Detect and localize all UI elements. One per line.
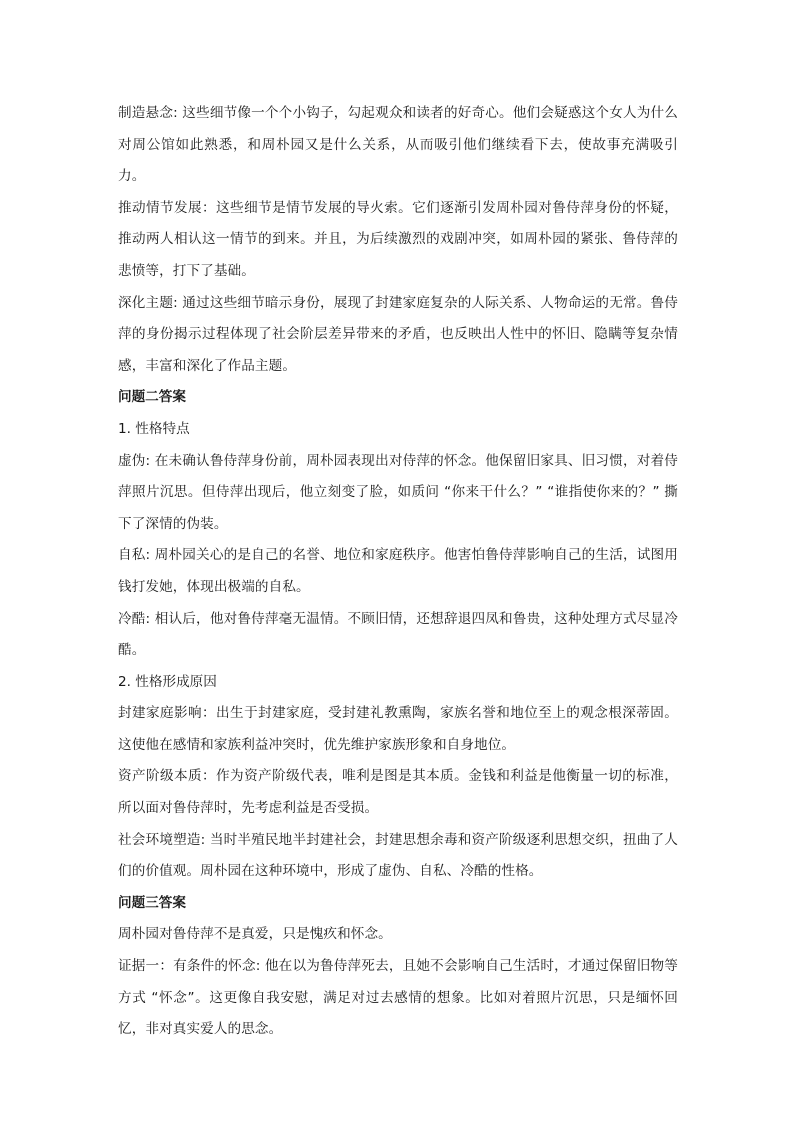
- subheading-character-traits: 1. 性格特点: [118, 420, 190, 437]
- paragraph-plot-development: 推动情节发展：这些细节是情节发展的导火索。它们逐渐引发周朴园对鲁侍萍身份的怀疑，推动两人相认这一情节的到来。并且，为后续激烈的戏剧冲突，如周朴园的紧张、鲁侍萍的悲愤等，打下了基础。: [118, 199, 678, 279]
- subheading-character-causes: 2. 性格形成原因: [118, 673, 217, 690]
- paragraph-answer-summary: 周朴园对鲁侍萍不是真爱，只是愧疚和怀念。: [118, 926, 392, 943]
- document-page: [118, 98, 678, 1046]
- heading-question-two: 问题二答案: [118, 389, 186, 406]
- paragraph-social-environment: 社会环境塑造: 当时半殖民地半封建社会，封建思想余毒和资产阶级逐利思想交织，扭曲了人们的价值观。周朴园在这种环境中，形成了虚伪、自私、冷酷的性格。: [118, 831, 678, 880]
- paragraph-deepen-theme: 深化主题: 通过这些细节暗示身份，展现了封建家庭复杂的人际关系、人物命运的无常。鲁侍萍的身份揭示过程体现了社会阶层差异带来的矛盾，也反映出人性中的怀旧、隐瞒等复杂情感，丰富和深化了作品主题。: [118, 294, 678, 374]
- paragraph-suspense: 制造悬念: 这些细节像一个个小钩子，勾起观众和读者的好奇心。他们会疑惑这个女人为什么对周公馆如此熟悉，和周朴园又是什么关系，从而吸引他们继续看下去，使故事充满吸引力。: [118, 105, 678, 185]
- heading-question-three: 问题三答案: [118, 894, 186, 911]
- paragraph-coldness: 冷酷: 相认后，他对鲁侍萍毫无温情。不顾旧情，还想辞退四凤和鲁贵，这种处理方式尽显冷酷。: [118, 610, 678, 659]
- paragraph-bourgeois-nature: 资产阶级本质：作为资产阶级代表，唯利是图是其本质。金钱和利益是他衡量一切的标准，所以面对鲁侍萍时，先考虑利益是否受损。: [118, 768, 678, 817]
- paragraph-selfishness: 自私: 周朴园关心的是自己的名誉、地位和家庭秩序。他害怕鲁侍萍影响自己的生活，试图用钱打发她，体现出极端的自私。: [118, 547, 678, 595]
- paragraph-hypocrisy: 虚伪: 在未确认鲁侍萍身份前，周朴园表现出对侍萍的怀念。他保留旧家具、旧习惯，对着侍萍照片沉思。但侍萍出现后，他立刻变了脸，如质问 “你来干什么？” “谁指使你来的？” 撕下了深情的伪装。: [118, 452, 678, 532]
- paragraph-evidence-one: 证据一：有条件的怀念: 他在以为鲁侍萍死去，且她不会影响自己生活时，才通过保留旧物等方式 “怀念”。这更像自我安慰，满足对过去感情的想象。比如对着照片沉思，只是缅怀回忆，非对真实爱人的思念。: [118, 958, 678, 1038]
- paragraph-feudal-family: 封建家庭影响：出生于封建家庭，受封建礼教熏陶，家族名誉和地位至上的观念根深蒂固。这使他在感情和家族利益冲突时，优先维护家族形象和自身地位。: [118, 705, 678, 753]
